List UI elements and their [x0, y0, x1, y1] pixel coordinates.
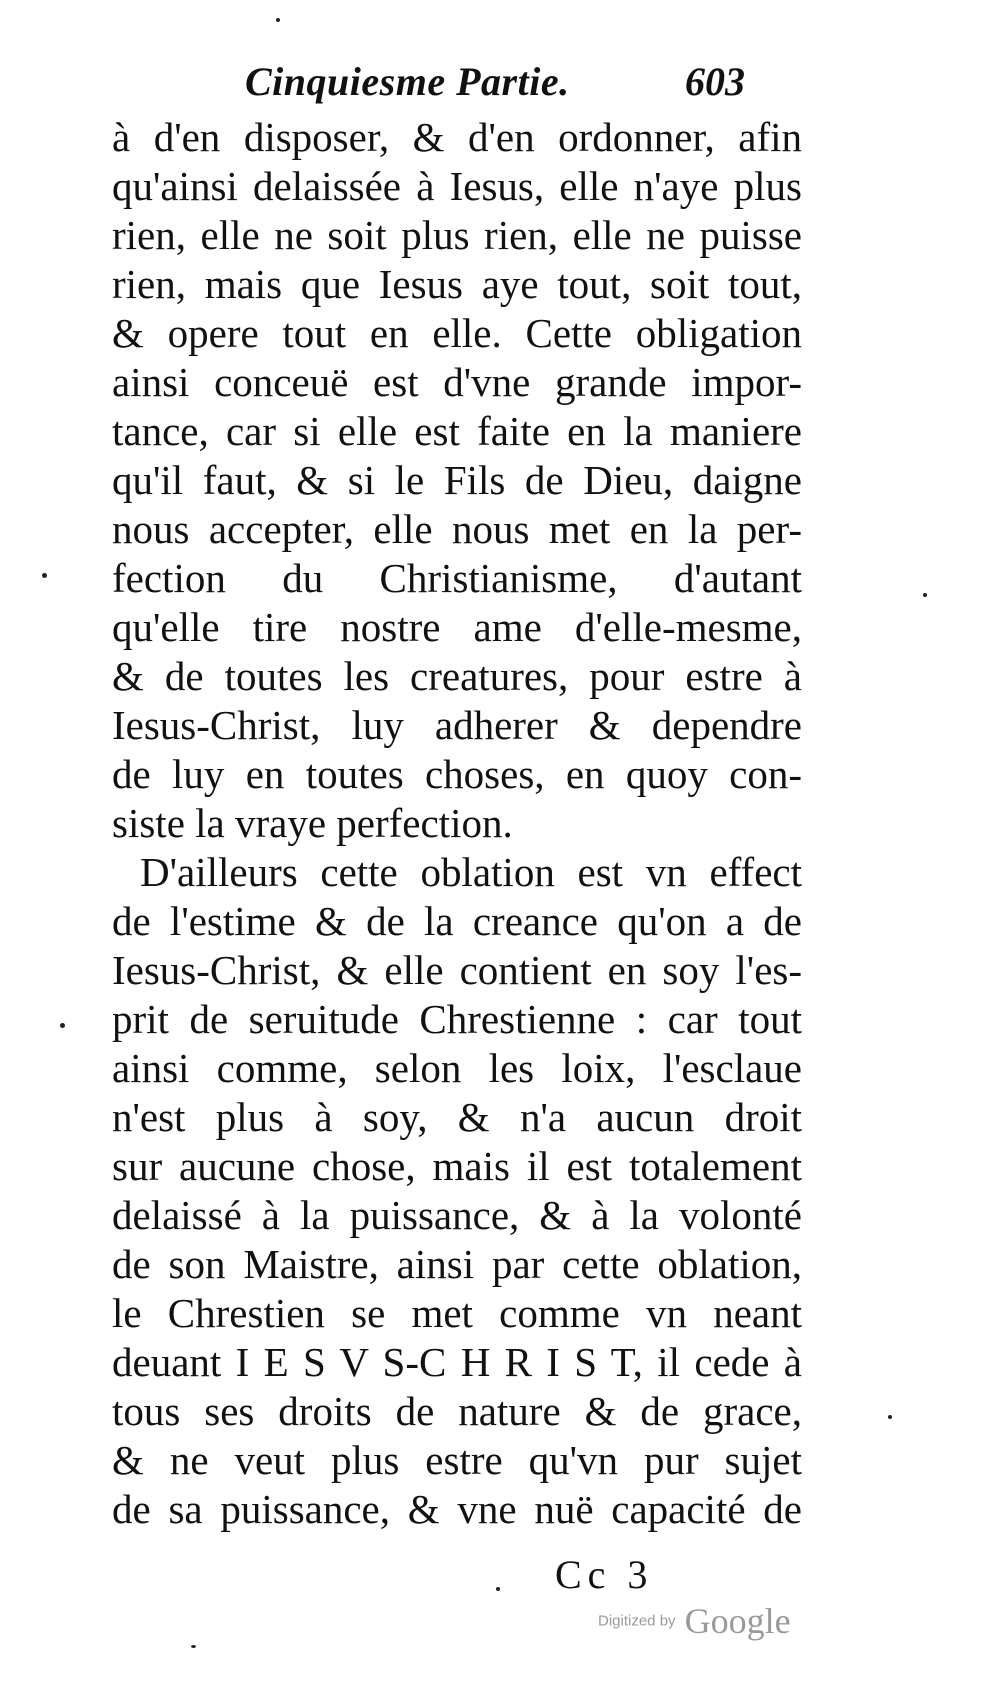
text-line: n'est plus à soy, & n'a aucun droit — [112, 1094, 802, 1140]
text-line: & opere tout en elle. Cette obligation — [112, 310, 802, 356]
scan-speck — [496, 1587, 500, 1591]
text-line: rien, elle ne soit plus rien, elle ne puisse — [112, 212, 802, 258]
scan-speck — [888, 1415, 892, 1419]
watermark-brand: Google — [684, 1601, 791, 1641]
text-line: siste la vraye perfection. — [112, 800, 513, 846]
text-line: tous ses droits de nature & de grace, — [112, 1388, 802, 1434]
text-line: delaissé à la puissance, & à la volonté — [112, 1192, 802, 1238]
text-line: qu'elle tire nostre ame d'elle-mesme, — [112, 604, 802, 650]
text-line: sur aucune chose, mais il est totalement — [112, 1143, 802, 1189]
text-line: deuant I E S V S-C H R I S T, il cede à — [112, 1339, 802, 1385]
text-line: D'ailleurs cette oblation est vn effect — [140, 849, 802, 895]
scan-speck — [42, 573, 47, 578]
digitized-watermark — [598, 1600, 791, 1650]
signature-mark: Cc 3 — [555, 1552, 654, 1597]
text-line: fection du Christianisme, d'autant — [112, 555, 802, 601]
text-line: prit de seruitude Chrestienne : car tout — [112, 996, 802, 1042]
scan-speck — [276, 18, 280, 22]
text-line: nous accepter, elle nous met en la per- — [112, 506, 802, 552]
body-text — [112, 113, 802, 1534]
text-line: & ne veut plus estre qu'vn pur sujet — [112, 1437, 802, 1483]
page-header — [245, 52, 805, 112]
text-line: rien, mais que Iesus aye tout, soit tout, — [112, 261, 802, 307]
text-line: Iesus-Christ, & elle contient en soy l'es- — [112, 947, 802, 993]
text-line: ainsi conceuë est d'vne grande impor- — [112, 359, 802, 405]
text-line: de son Maistre, ainsi par cette oblation, — [112, 1241, 802, 1287]
text-line: de l'estime & de la creance qu'on a de — [112, 898, 802, 944]
text-line: qu'ainsi delaissée à Iesus, elle n'aye plus — [112, 163, 802, 209]
scan-speck — [191, 1645, 196, 1648]
watermark-prefix: Digitized by — [598, 1612, 676, 1630]
text-line: de luy en toutes choses, en quoy con- — [112, 751, 802, 797]
text-line: & de toutes les creatures, pour estre à — [112, 653, 802, 699]
text-line: ainsi comme, selon les loix, l'esclaue — [112, 1045, 802, 1091]
text-line: de sa puissance, & vne nuë capacité de — [112, 1486, 802, 1532]
text-line: le Chrestien se met comme vn neant — [112, 1290, 802, 1336]
text-line: qu'il faut, & si le Fils de Dieu, daigne — [112, 457, 802, 503]
scan-speck — [60, 1023, 65, 1028]
page-number: 603 — [685, 59, 745, 104]
text-line: à d'en disposer, & d'en ordonner, afin — [112, 114, 802, 160]
running-title: Cinquiesme Partie. — [245, 59, 570, 104]
scan-speck — [923, 593, 927, 597]
text-line: Iesus-Christ, luy adherer & dependre — [112, 702, 802, 748]
text-line: tance, car si elle est faite en la maniere — [112, 408, 802, 454]
